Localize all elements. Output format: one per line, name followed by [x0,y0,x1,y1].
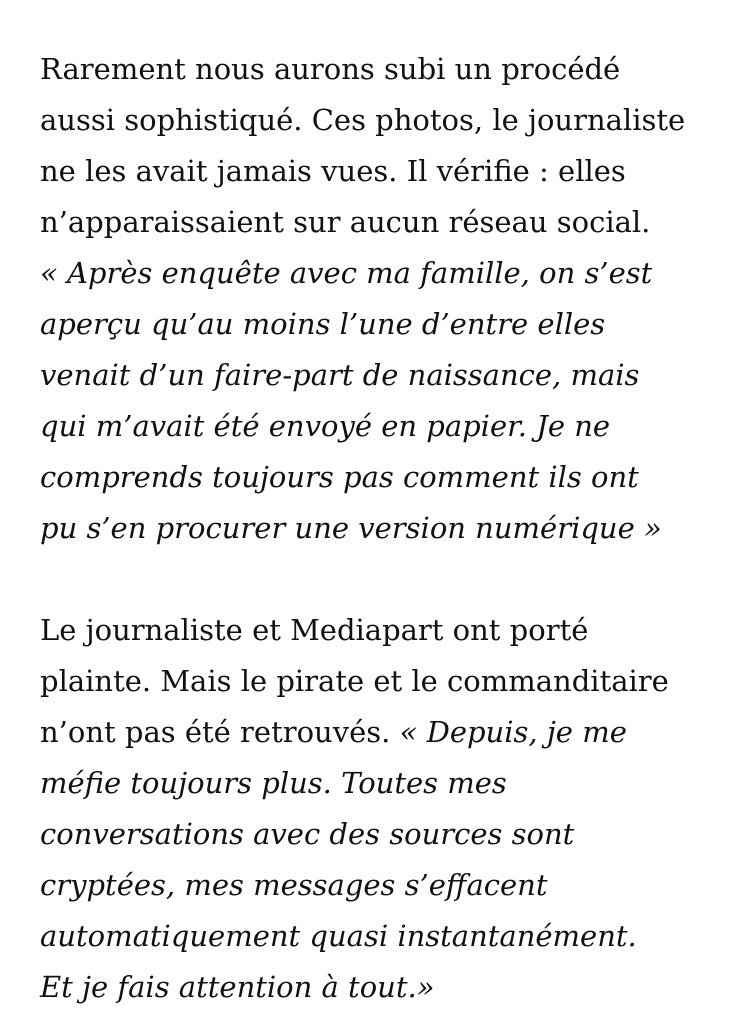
text-segment: n’ont pas été retrouvés. [40,715,400,749]
article-body [40,44,720,1013]
paragraph-2 [40,605,720,1013]
text-line: Le journaliste et Mediapart ont porté [40,613,589,647]
quote-line: cryptées, mes messages s’effacent [40,868,548,902]
quote-line: comprends toujours pas comment ils ont [40,460,639,494]
text-line: n’apparaissaient sur aucun réseau social. [40,205,651,239]
text-line: aussi sophistiqué. Ces photos, le journaliste [40,103,686,137]
quote-line: conversations avec des sources sont [40,817,575,851]
quote-line: automatiquement quasi instantanément. [40,919,637,953]
quote-line: venait d’un faire-part de naissance, mais [40,358,640,392]
quote-segment: « Depuis, je me [399,715,627,749]
quote-line: pu s’en procurer une version numérique » [40,511,662,545]
mixed-line [40,707,720,758]
quote-line: méfie toujours plus. Toutes mes [40,766,507,800]
quote-line: Et je fais attention à tout.» [40,970,435,1004]
quote-line: « Après enquête avec ma famille, on s’est [40,256,653,290]
paragraph-1 [40,44,720,554]
text-line: Rarement nous aurons subi un procédé [40,52,621,86]
quote-line: aperçu qu’au moins l’une d’entre elles [40,307,606,341]
text-line: plainte. Mais le pirate et le commanditaire [40,664,669,698]
text-line: ne les avait jamais vues. Il vérifie : elles [40,154,626,188]
quote-line: qui m’avait été envoyé en papier. Je ne [40,409,611,443]
